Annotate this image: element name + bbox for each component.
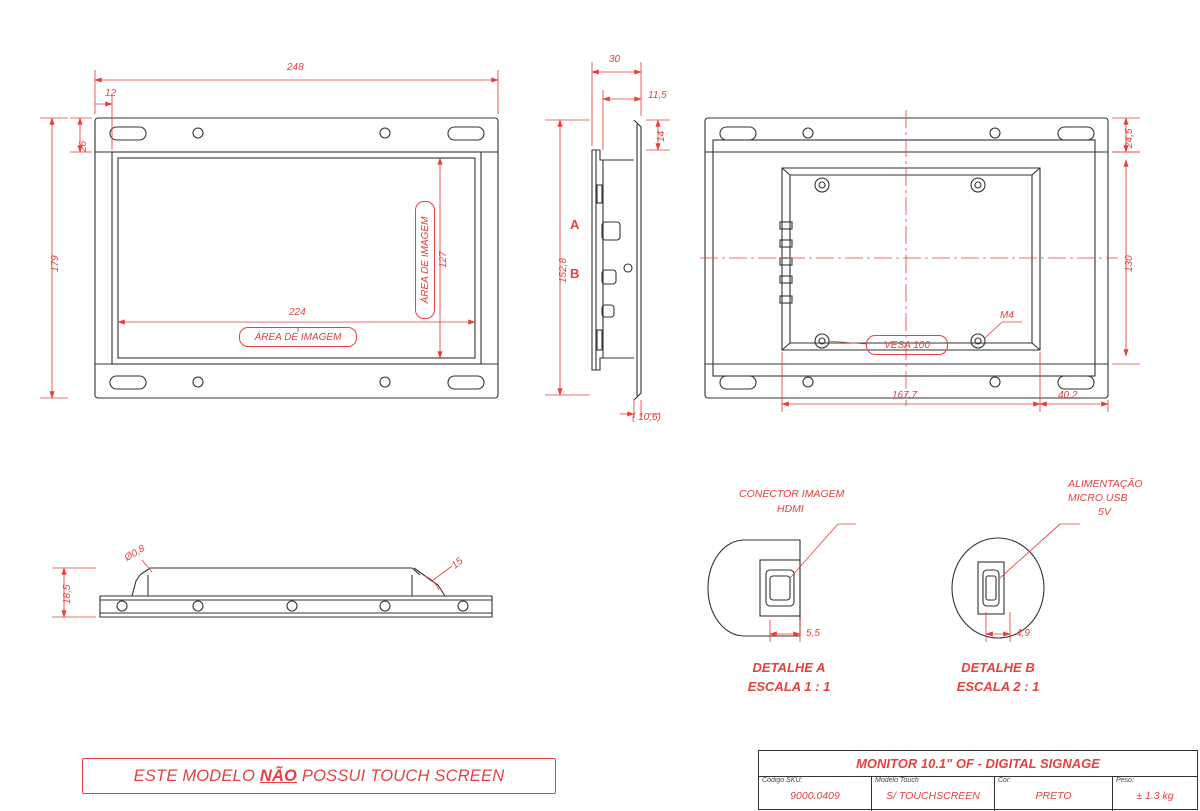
touchscreen-note (82, 758, 556, 794)
dim-side-foot: ( 10,6) (632, 412, 661, 423)
callout-usb-line3: 5V (1098, 506, 1111, 518)
dim-side-lip: 14 (656, 130, 667, 142)
dim-rear-screw: M4 (1000, 310, 1014, 321)
caption-detail-a-line1: DETALHE A (752, 660, 826, 675)
callout-hdmi-line1: CONECTOR IMAGEM (739, 488, 845, 500)
dim-rear-width-inner: 167,7 (892, 390, 918, 401)
marker-detail-a: A (570, 217, 580, 232)
dim-rear-top: 24,5 (1124, 128, 1135, 148)
field-label-1: Modelo Touch (875, 777, 919, 784)
note-post: POSSUI TOUCH SCREEN (297, 766, 505, 785)
callout-usb-line2: MICRO USB (1068, 492, 1128, 504)
dim-side-height: 152,8 (558, 257, 569, 283)
dim-rear-width-side: 40,2 (1058, 390, 1078, 401)
note-pre: ESTE MODELO (133, 766, 260, 785)
dim-front-edge-top: 26 (78, 140, 89, 152)
field-value-2: PRETO (1035, 790, 1072, 802)
field-label-2: Cor: (998, 777, 1012, 784)
dim-side-depth2: 11,5 (648, 90, 667, 101)
dim-image-width: 224 (289, 307, 306, 318)
callout-usb-line1: ALIMENTAÇÃO (1068, 478, 1143, 490)
label-image-area-vertical: ÁREA DE IMAGEM (415, 201, 435, 319)
dim-image-height: 127 (438, 251, 449, 268)
dim-bottom-hole: Ø0,8 (122, 543, 147, 564)
caption-detail-b-line2: ESCALA 2 : 1 (956, 679, 1040, 694)
dim-side-depth: 30 (609, 54, 621, 65)
dim-bottom-angle: 15 (449, 555, 466, 572)
marker-detail-b: B (570, 266, 580, 281)
dim-front-width: 248 (287, 62, 304, 73)
field-value-1: S/ TOUCHSCREEN (886, 790, 980, 802)
caption-detail-a-line2: ESCALA 1 : 1 (747, 679, 831, 694)
dim-detail-a: 5,5 (806, 628, 820, 639)
field-label-0: Código SKU: (762, 777, 803, 784)
dim-bottom-height: 18,5 (62, 584, 73, 604)
dim-front-edge-left: 12 (105, 88, 117, 99)
title-block-title: MONITOR 10.1" OF - DIGITAL SIGNAGE (856, 756, 1100, 771)
title-block (758, 750, 1198, 810)
field-value-0: 9000.0409 (790, 790, 840, 802)
dim-detail-b: 4,9 (1016, 628, 1030, 639)
note-emph: NÃO (259, 766, 298, 785)
label-image-area-front: ÁREA DE IMAGEM (239, 327, 357, 347)
field-value-3: ± 1.3 kg (1136, 790, 1174, 802)
caption-detail-b-line1: DETALHE B (961, 660, 1035, 675)
label-vesa: VESA 100 (866, 335, 948, 355)
field-label-3: Peso: (1116, 777, 1134, 784)
dim-front-height: 179 (50, 255, 61, 272)
dim-rear-height: 130 (1124, 255, 1135, 272)
callout-hdmi-line2: HDMI (777, 503, 804, 515)
